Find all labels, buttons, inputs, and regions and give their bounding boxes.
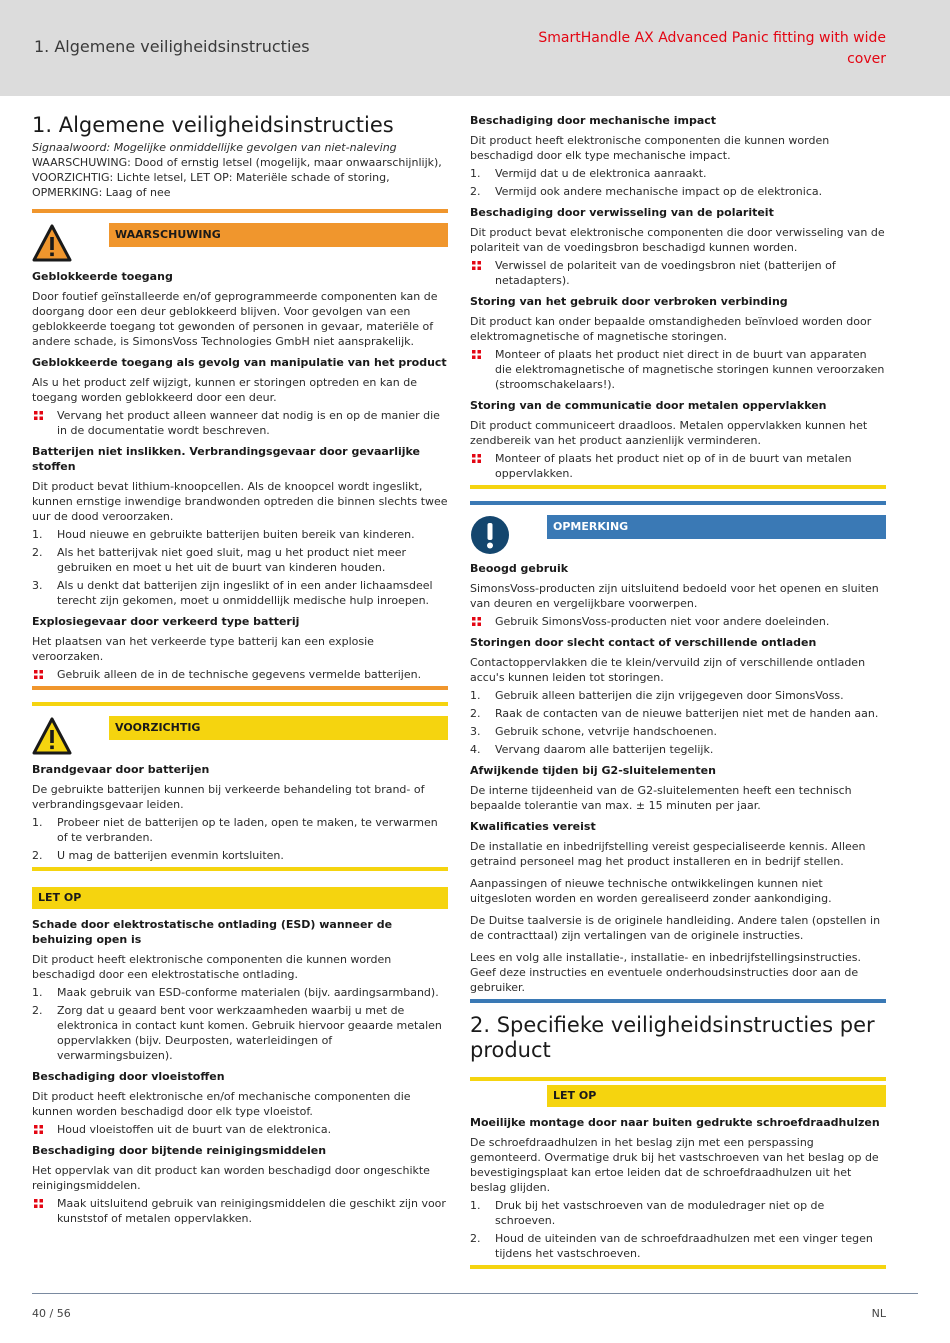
list-item (32, 667, 448, 682)
numbered-list (32, 527, 448, 608)
warning-subheading: Geblokkeerde toegang als gevolg van manipulatie van het product (32, 356, 447, 369)
warning-triangle-icon (32, 223, 72, 263)
language-code: NL (871, 1307, 886, 1320)
notice-subheading: Beschadiging door mechanische impact (470, 114, 717, 127)
list-number: 3. (470, 725, 481, 738)
list-item (470, 724, 886, 739)
caution-box-header (32, 716, 448, 756)
list-item (32, 1122, 448, 1137)
list-item-text: Als het batterijvak niet goed sluit, mag u het product niet meer gebruiken en moet u het uit de buurt van kinderen houden. (57, 546, 407, 574)
notice2-top-rule (470, 1077, 886, 1081)
notice-subheading: Schade door elektrostatische ontlading (ESD) wanneer de behuizing open is (32, 918, 393, 946)
list-item (470, 614, 886, 629)
bullet-list (32, 1196, 448, 1226)
bullet-list (470, 347, 886, 392)
paragraph: Door foutief geïnstalleerde en/of geprogrammeerde componenten kan de doorgang door een deur geblokkeerd blijven. Voor gevolgen van een geblokkeerde toegang tot gewonden of personen in gevaar, materiële of andere schade, is SimonsVoss Technologies GmbH niet aansprakelijk. (32, 290, 438, 348)
list-number: 1. (470, 689, 481, 702)
list-number: 1. (470, 167, 481, 180)
list-item-text: Gebruik SimonsVoss-producten niet voor andere doeleinden. (495, 615, 830, 628)
notice-label: LET OP (32, 887, 448, 909)
notice2-label: LET OP (547, 1085, 886, 1107)
paragraph: Dit product bevat lithium-knoopcellen. Als de knoopcel wordt ingeslikt, kunnen ernstige inwendige brandwonden optreden die binnen slechts twee uur de dood veroorzaken. (32, 480, 448, 523)
list-number: 2. (470, 707, 481, 720)
warning-subheading: Batterijen niet inslikken. Verbrandingsgevaar door gevaarlijke stoffen (32, 445, 421, 473)
paragraph: Dit product heeft elektronische componenten die kunnen worden beschadigd door elk type mechanische impact. (470, 134, 830, 162)
list-item (470, 1198, 886, 1228)
header-section-title: 1. Algemene veiligheidsinstructies (34, 37, 310, 56)
notice-bottom-rule (470, 485, 886, 489)
list-item-text: U mag de batterijen evenmin kortsluiten. (57, 849, 284, 862)
bullet-list (32, 408, 448, 438)
list-item-text: Gebruik alleen de in de technische gegevens vermelde batterijen. (57, 668, 422, 681)
bullet-icon (472, 617, 481, 626)
paragraph: Dit product kan onder bepaalde omstandigheden beïnvloed worden door elektromagnetische of magnetische storingen. (470, 315, 872, 343)
paragraph: Contactoppervlakken die te klein/vervuild zijn of verschillende ontladen accu's kunnen leiden tot storingen. (470, 656, 866, 684)
notice-subheading: Storing van de communicatie door metalen oppervlakken (470, 399, 827, 412)
paragraph: Aanpassingen of nieuwe technische ontwikkelingen kunnen niet uitgesloten worden en worden gerealiseerd zonder aankondiging. (470, 877, 832, 905)
signalword-line: Signaalwoord: Mogelijke onmiddellijke gevolgen van niet-naleving (32, 141, 397, 154)
paragraph: De interne tijdeenheid van de G2-sluitelementen heeft een technisch bepaalde tolerantie van max. ± 15 minuten per jaar. (470, 784, 852, 812)
numbered-list (470, 1198, 886, 1261)
list-item (32, 1196, 448, 1226)
list-number: 4. (470, 743, 481, 756)
notice-subheading: Beschadiging door bijtende reinigingsmiddelen (32, 1144, 327, 1157)
numbered-list (32, 985, 448, 1063)
list-item (32, 815, 448, 845)
list-item-text: Maak gebruik van ESD-conforme materialen (bijv. aardingsarmband). (57, 986, 439, 999)
list-item-text: Gebruik alleen batterijen die zijn vrijgegeven door SimonsVoss. (495, 689, 844, 702)
header-product-title: SmartHandle AX Advanced Panic fitting with wide cover (538, 30, 886, 67)
list-item (470, 451, 886, 481)
page-number: 40 / 56 (32, 1307, 71, 1320)
paragraph: De Duitse taalversie is de originele handleiding. Andere talen (opstellen in de contracttaal) zijn vertalingen van de originele instructies. (470, 914, 881, 942)
numbered-list (470, 688, 886, 757)
bullet-icon (472, 350, 481, 359)
right-column (470, 113, 886, 1279)
caution-subheading: Brandgevaar door batterijen (32, 763, 210, 776)
list-item (32, 545, 448, 575)
list-item-text: Druk bij het vastschroeven van de moduledrager niet op de schroeven. (495, 1199, 825, 1227)
list-item (32, 578, 448, 608)
list-number: 2. (470, 1232, 481, 1245)
note-subheading: Beoogd gebruik (470, 562, 569, 575)
warning-subheading: Geblokkeerde toegang (32, 270, 173, 283)
list-item (470, 688, 886, 703)
list-item-text: Zorg dat u geaard bent voor werkzaamheden waarbij u met de elektronica in contact kunt komen. Gebruik hiervoor geaarde metalen oppervlakken (bijv. Deurposten, waterleidingen of verwarmingsbuizen). (57, 1004, 442, 1062)
list-item (470, 347, 886, 392)
list-item (470, 166, 886, 181)
paragraph: SimonsVoss-producten zijn uitsluitend bedoeld voor het openen en sluiten van deuren en vergelijkbare voorwerpen. (470, 582, 879, 610)
note-top-rule (470, 501, 886, 505)
paragraph: De schroefdraadhulzen in het beslag zijn met een perspassing gemonteerd. Overmatige druk bij het vastschroeven van het beslag op de bevestigingsplaat kan ertoe leiden dat de schroefdraadhulzen uit het beslag glijden. (470, 1136, 879, 1194)
note-box-header (470, 515, 886, 555)
paragraph: Het oppervlak van dit product kan worden beschadigd door ongeschikte reinigingsmiddelen. (32, 1164, 430, 1192)
list-item (470, 184, 886, 199)
notice2-subheading: Moeilijke montage door naar buiten gedrukte schroefdraadhulzen (470, 1116, 880, 1129)
caution-triangle-icon (32, 716, 72, 756)
paragraph: Als u het product zelf wijzigt, kunnen er storingen optreden en kan de toegang worden geblokkeerd door een deur. (32, 376, 417, 404)
list-number: 1. (32, 986, 43, 999)
paragraph: Dit product heeft elektronische componenten die kunnen worden beschadigd door een elektrostatische ontlading. (32, 953, 392, 981)
list-item-text: Probeer niet de batterijen op te laden, open te maken, te verwarmen of te verbranden. (57, 816, 438, 844)
list-item-text: Monteer of plaats het product niet op of in de buurt van metalen oppervlakken. (495, 452, 852, 480)
list-item (470, 1231, 886, 1261)
list-item-text: Vervang daarom alle batterijen tegelijk. (495, 743, 714, 756)
warning-box-header (32, 223, 448, 263)
list-item-text: Raak de contacten van de nieuwe batterijen niet met de handen aan. (495, 707, 879, 720)
note-label: OPMERKING (547, 515, 886, 539)
bullet-list (32, 1122, 448, 1137)
paragraph: Dit product heeft elektronische en/of mechanische componenten die kunnen worden beschadigd door elk type vloeistof. (32, 1090, 411, 1118)
list-number: 1. (32, 816, 43, 829)
list-item-text: Gebruik schone, vetvrije handschoenen. (495, 725, 718, 738)
bullet-icon (34, 1125, 43, 1134)
exclamation-circle-icon (470, 515, 510, 555)
list-item (32, 985, 448, 1000)
list-number: 2. (470, 185, 481, 198)
list-number: 2. (32, 1004, 43, 1017)
bullet-list (470, 258, 886, 288)
list-number: 1. (32, 528, 43, 541)
bullet-icon (34, 411, 43, 420)
list-item-text: Vervang het product alleen wanneer dat nodig is en op de manier die in de documentatie wordt beschreven. (57, 409, 440, 437)
list-item (470, 258, 886, 288)
list-item-text: Maak uitsluitend gebruik van reinigingsmiddelen die geschikt zijn voor kunststof of metalen oppervlakken. (57, 1197, 446, 1225)
paragraph: Lees en volg alle installatie-, installatie- en inbedrijfstellingsinstructies. Geef deze instructies en eventuele onderhoudsinstructies door aan de gebruiker. (470, 951, 862, 994)
list-number: 1. (470, 1199, 481, 1212)
list-item (32, 408, 448, 438)
bullet-icon (472, 261, 481, 270)
list-item (470, 706, 886, 721)
warning-subheading: Explosiegevaar door verkeerd type batterij (32, 615, 300, 628)
notice2-bottom-rule (470, 1265, 886, 1269)
notice-subheading: Storing van het gebruik door verbroken verbinding (470, 295, 788, 308)
warning-top-rule (32, 209, 448, 213)
section-heading-2: 2. Specifieke veiligheidsinstructies per product (470, 1013, 875, 1062)
bullet-icon (472, 454, 481, 463)
bullet-list (32, 667, 448, 682)
list-item-text: Houd nieuwe en gebruikte batterijen buiten bereik van kinderen. (57, 528, 415, 541)
section-heading-1: 1. Algemene veiligheidsinstructies (32, 113, 394, 137)
list-item (32, 848, 448, 863)
list-item (470, 742, 886, 757)
note-subheading: Afwijkende tijden bij G2-sluitelementen (470, 764, 716, 777)
numbered-list (470, 166, 886, 199)
paragraph: Het plaatsen van het verkeerde type batterij kan een explosie veroorzaken. (32, 635, 374, 663)
notice-subheading: Beschadiging door vloeistoffen (32, 1070, 225, 1083)
list-item-text: Als u denkt dat batterijen zijn ingeslikt of in een ander lichaamsdeel terecht zijn gekomen, moet u onmiddellijk medische hulp inroepen. (57, 579, 433, 607)
list-number: 3. (32, 579, 43, 592)
numbered-list (32, 815, 448, 863)
left-column (32, 113, 448, 1230)
caution-label: VOORZICHTIG (109, 716, 448, 740)
bullet-icon (34, 1199, 43, 1208)
warning-label: WAARSCHUWING (109, 223, 448, 247)
paragraph: De installatie en inbedrijfstelling vereist gespecialiseerde kennis. Alleen getraind personeel mag het product installeren en in bedrijf stellen. (470, 840, 866, 868)
warning-bottom-rule (32, 686, 448, 690)
bullet-icon (34, 670, 43, 679)
paragraph: Dit product communiceert draadloos. Metalen oppervlakken kunnen het zendbereik van het product aanzienlijk verminderen. (470, 419, 868, 447)
caution-top-rule (32, 702, 448, 706)
caution-bottom-rule (32, 867, 448, 871)
list-number: 2. (32, 849, 43, 862)
list-item-text: Houd vloeistoffen uit de buurt van de elektronica. (57, 1123, 332, 1136)
list-item (32, 1003, 448, 1063)
footer-divider (32, 1293, 918, 1294)
list-item-text: Monteer of plaats het product niet direct in de buurt van apparaten die elektromagnetische of magnetische storingen kunnen veroorzaken (stroomschakelaars!). (495, 348, 885, 391)
bullet-list (470, 451, 886, 481)
note-bottom-rule (470, 999, 886, 1003)
list-item (32, 527, 448, 542)
list-item-text: Houd de uiteinden van de schroefdraadhulzen met een vinger tegen tijdens het vastschroeven. (495, 1232, 873, 1260)
list-item-text: Vermijd dat u de elektronica aanraakt. (495, 167, 707, 180)
paragraph: Dit product bevat elektronische componenten die door verwisseling van de polariteit van de voedingsbron beschadigd kunnen worden. (470, 226, 885, 254)
note-subheading: Storingen door slecht contact of verschillende ontladen (470, 636, 817, 649)
paragraph: De gebruikte batterijen kunnen bij verkeerde behandeling tot brand- of verbrandingsgevaar leiden. (32, 783, 425, 811)
bullet-list (470, 614, 886, 629)
note-subheading: Kwalificaties vereist (470, 820, 596, 833)
signalword-explanation: WAARSCHUWING: Dood of ernstig letsel (mogelijk, maar onwaarschijnlijk), VOORZICHTIG: Lichte letsel, LET OP: Materiële schade of storing, OPMERKING: Laag of nee (32, 156, 442, 199)
list-item-text: Vermijd ook andere mechanische impact op de elektronica. (495, 185, 823, 198)
list-number: 2. (32, 546, 43, 559)
notice-subheading: Beschadiging door verwisseling van de polariteit (470, 206, 774, 219)
list-item-text: Verwissel de polariteit van de voedingsbron niet (batterijen of netadapters). (495, 259, 836, 287)
page-header (0, 0, 950, 96)
